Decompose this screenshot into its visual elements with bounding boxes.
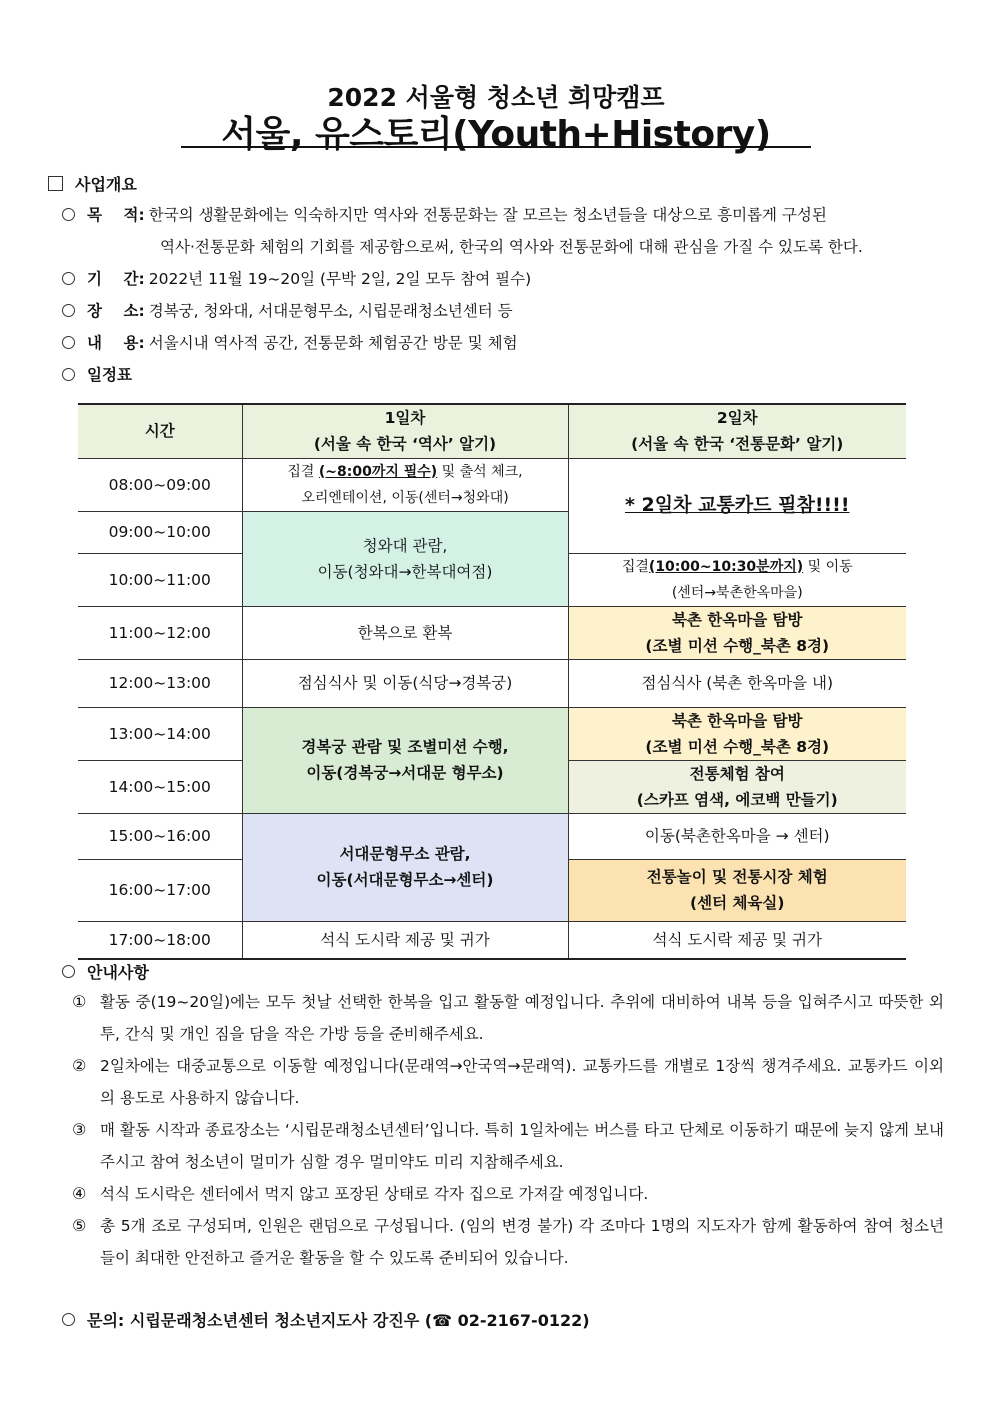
list-item: ③ 매 활동 시작과 종료장소는 ‘시립문래청소년센터’입니다. 특히 1일차에는 버스를 타고 단체로 이동하기 때문에 늦지 않게 보내주시고 참여 청소년이 멀미가 심할 경우 멀미약도 미리 지참해주세요.	[72, 1120, 944, 1171]
purpose-text-1: 한국의 생활문화에는 익숙하지만 역사와 전통문화는 잘 모르는 청소년들을 대상으로 흥미롭게 구성된	[148, 206, 827, 224]
schedule-table	[78, 403, 906, 960]
time-cell: 09:00~10:00	[78, 511, 242, 553]
purpose-row: 목 적 : 한국의 생활문화에는 익숙하지만 역사와 전통문화는 잘 모르는 청소년들을 대상으로 흥미롭게 구성된	[62, 204, 827, 226]
content-label: 내 용	[87, 334, 139, 352]
period-row: 기 간 : 2022년 11월 19~20일 (무박 2일, 2일 모두 참여 필수)	[62, 268, 531, 290]
purpose-label: 목 적	[87, 206, 139, 224]
day1-cell: 점심식사 및 이동(식당→경복궁)	[242, 659, 568, 707]
list-item: ④ 석식 도시락은 센터에서 먹지 않고 포장된 상태로 각자 집으로 가져갈 예정입니다.	[72, 1184, 649, 1203]
circle-bullet-icon	[62, 368, 75, 381]
transit-card-notice: * 2일차 교통카드 필참!!!!	[625, 494, 850, 516]
time-cell: 16:00~17:00	[78, 859, 242, 921]
day2-cell: 북촌 한옥마을 탐방 (조별 미션 수행_북촌 8경)	[568, 606, 906, 659]
place-text: 경복궁, 청와대, 서대문형무소, 시립문래청소년센터 등	[148, 302, 513, 320]
time-cell: 13:00~14:00	[78, 707, 242, 760]
content-text: 서울시내 역사적 공간, 전통문화 체험공간 방문 및 체험	[148, 334, 518, 352]
time-cell: 10:00~11:00	[78, 553, 242, 606]
section-heading	[48, 172, 137, 195]
day2-cell: 북촌 한옥마을 탐방 (조별 미션 수행_북촌 8경)	[568, 707, 906, 760]
place-label: 장 소	[87, 302, 139, 320]
circle-bullet-icon	[62, 1313, 75, 1326]
table-row	[78, 921, 906, 959]
table-row	[78, 458, 906, 511]
day2-cell: 이동(북촌한옥마을 → 센터)	[568, 813, 906, 859]
circle-bullet-icon	[62, 272, 75, 285]
table-row	[78, 813, 906, 859]
circle-bullet-icon	[62, 336, 75, 349]
circle-bullet-icon	[62, 304, 75, 317]
day1-cell: 경복궁 관람 및 조별미션 수행, 이동(경복궁→서대문 형무소)	[242, 707, 568, 813]
table-row	[78, 707, 906, 760]
time-cell: 14:00~15:00	[78, 760, 242, 813]
day2-cell: 전통체험 참여 (스카프 염색, 에코백 만들기)	[568, 760, 906, 813]
content-row: 내 용 : 서울시내 역사적 공간, 전통문화 체험공간 방문 및 체험	[62, 332, 518, 354]
table-row	[78, 606, 906, 659]
purpose-text-2: 역사·전통문화 체험의 기회를 제공함으로써, 한국의 역사와 전통문화에 대해 관심을 가질 수 있도록 한다.	[160, 238, 863, 256]
day2-cell: 전통놀이 및 전통시장 체험 (센터 체육실)	[568, 859, 906, 921]
period-label: 기 간	[87, 270, 139, 288]
list-item: ② 2일차에는 대중교통으로 이동할 예정입니다(문래역→안국역→문래역). 교통카드를 개별로 1장씩 챙겨주세요. 교통카드 이외의 용도로 사용하지 않습니다.	[72, 1056, 944, 1107]
header-time: 시간	[78, 404, 242, 458]
time-cell: 17:00~18:00	[78, 921, 242, 959]
contact-text: 문의: 시립문래청소년센터 청소년지도사 강진우 (☎ 02-2167-0122)	[87, 1311, 590, 1330]
day2-notice-cell	[568, 458, 906, 553]
time-cell: 08:00~09:00	[78, 458, 242, 511]
section-label: 사업개요	[75, 175, 137, 194]
day1-cell: 한복으로 환복	[242, 606, 568, 659]
day1-cell: 집결 (~8:00까지 필수) 및 출석 체크, 오리엔테이션, 이동(센터→청와대)	[242, 458, 568, 511]
schedule-label-row	[62, 364, 132, 386]
circle-bullet-icon	[62, 965, 75, 978]
day1-cell: 석식 도시락 제공 및 귀가	[242, 921, 568, 959]
period-text: 2022년 11월 19~20일 (무박 2일, 2일 모두 참여 필수)	[148, 270, 532, 288]
place-row: 장 소 : 경복궁, 청와대, 서대문형무소, 시립문래청소년센터 등	[62, 300, 513, 322]
checkbox-square-icon	[48, 176, 63, 191]
day1-cell: 서대문형무소 관람, 이동(서대문형무소→센터)	[242, 813, 568, 921]
header-day2: 2일차 (서울 속 한국 ‘전통문화’ 알기)	[568, 404, 906, 458]
list-item: ⑤ 총 5개 조로 구성되며, 인원은 랜덤으로 구성됩니다. (임의 변경 불가) 각 조마다 1명의 지도자가 함께 활동하여 참여 청소년들이 최대한 안전하고 즐거운 활동을 할 수 있도록 준비되어 있습니다.	[72, 1216, 944, 1267]
title-line1: 2022 서울형 청소년 희망캠프	[327, 83, 665, 112]
notes-label: 안내사항	[87, 963, 149, 982]
title-line2: 서울, 유스토리(Youth+History)	[221, 114, 771, 155]
time-cell: 11:00~12:00	[78, 606, 242, 659]
table-header-row	[78, 404, 906, 458]
purpose-row-2	[160, 236, 863, 258]
day2-cell: 점심식사 (북촌 한옥마을 내)	[568, 659, 906, 707]
time-cell: 15:00~16:00	[78, 813, 242, 859]
schedule-label: 일정표	[87, 366, 132, 384]
table-row	[78, 659, 906, 707]
notes-heading	[62, 960, 149, 983]
day2-cell: 석식 도시락 제공 및 귀가	[568, 921, 906, 959]
day2-cell: 집결(10:00~10:30분까지) 및 이동 (센터→북촌한옥마을)	[568, 553, 906, 606]
list-item: ① 활동 중(19~20일)에는 모두 첫날 선택한 한복을 입고 활동할 예정입니다. 추위에 대비하여 내복 등을 입혀주시고 따뜻한 외투, 간식 및 개인 짐을 담을 작은 가방 등을 준비해주세요.	[72, 992, 944, 1043]
contact-line	[62, 1308, 590, 1331]
header-day1: 1일차 (서울 속 한국 ‘역사’ 알기)	[242, 404, 568, 458]
title-underline	[181, 146, 811, 148]
day1-cell: 청와대 관람, 이동(청와대→한복대여점)	[242, 511, 568, 606]
circle-bullet-icon	[62, 208, 75, 221]
time-cell: 12:00~13:00	[78, 659, 242, 707]
